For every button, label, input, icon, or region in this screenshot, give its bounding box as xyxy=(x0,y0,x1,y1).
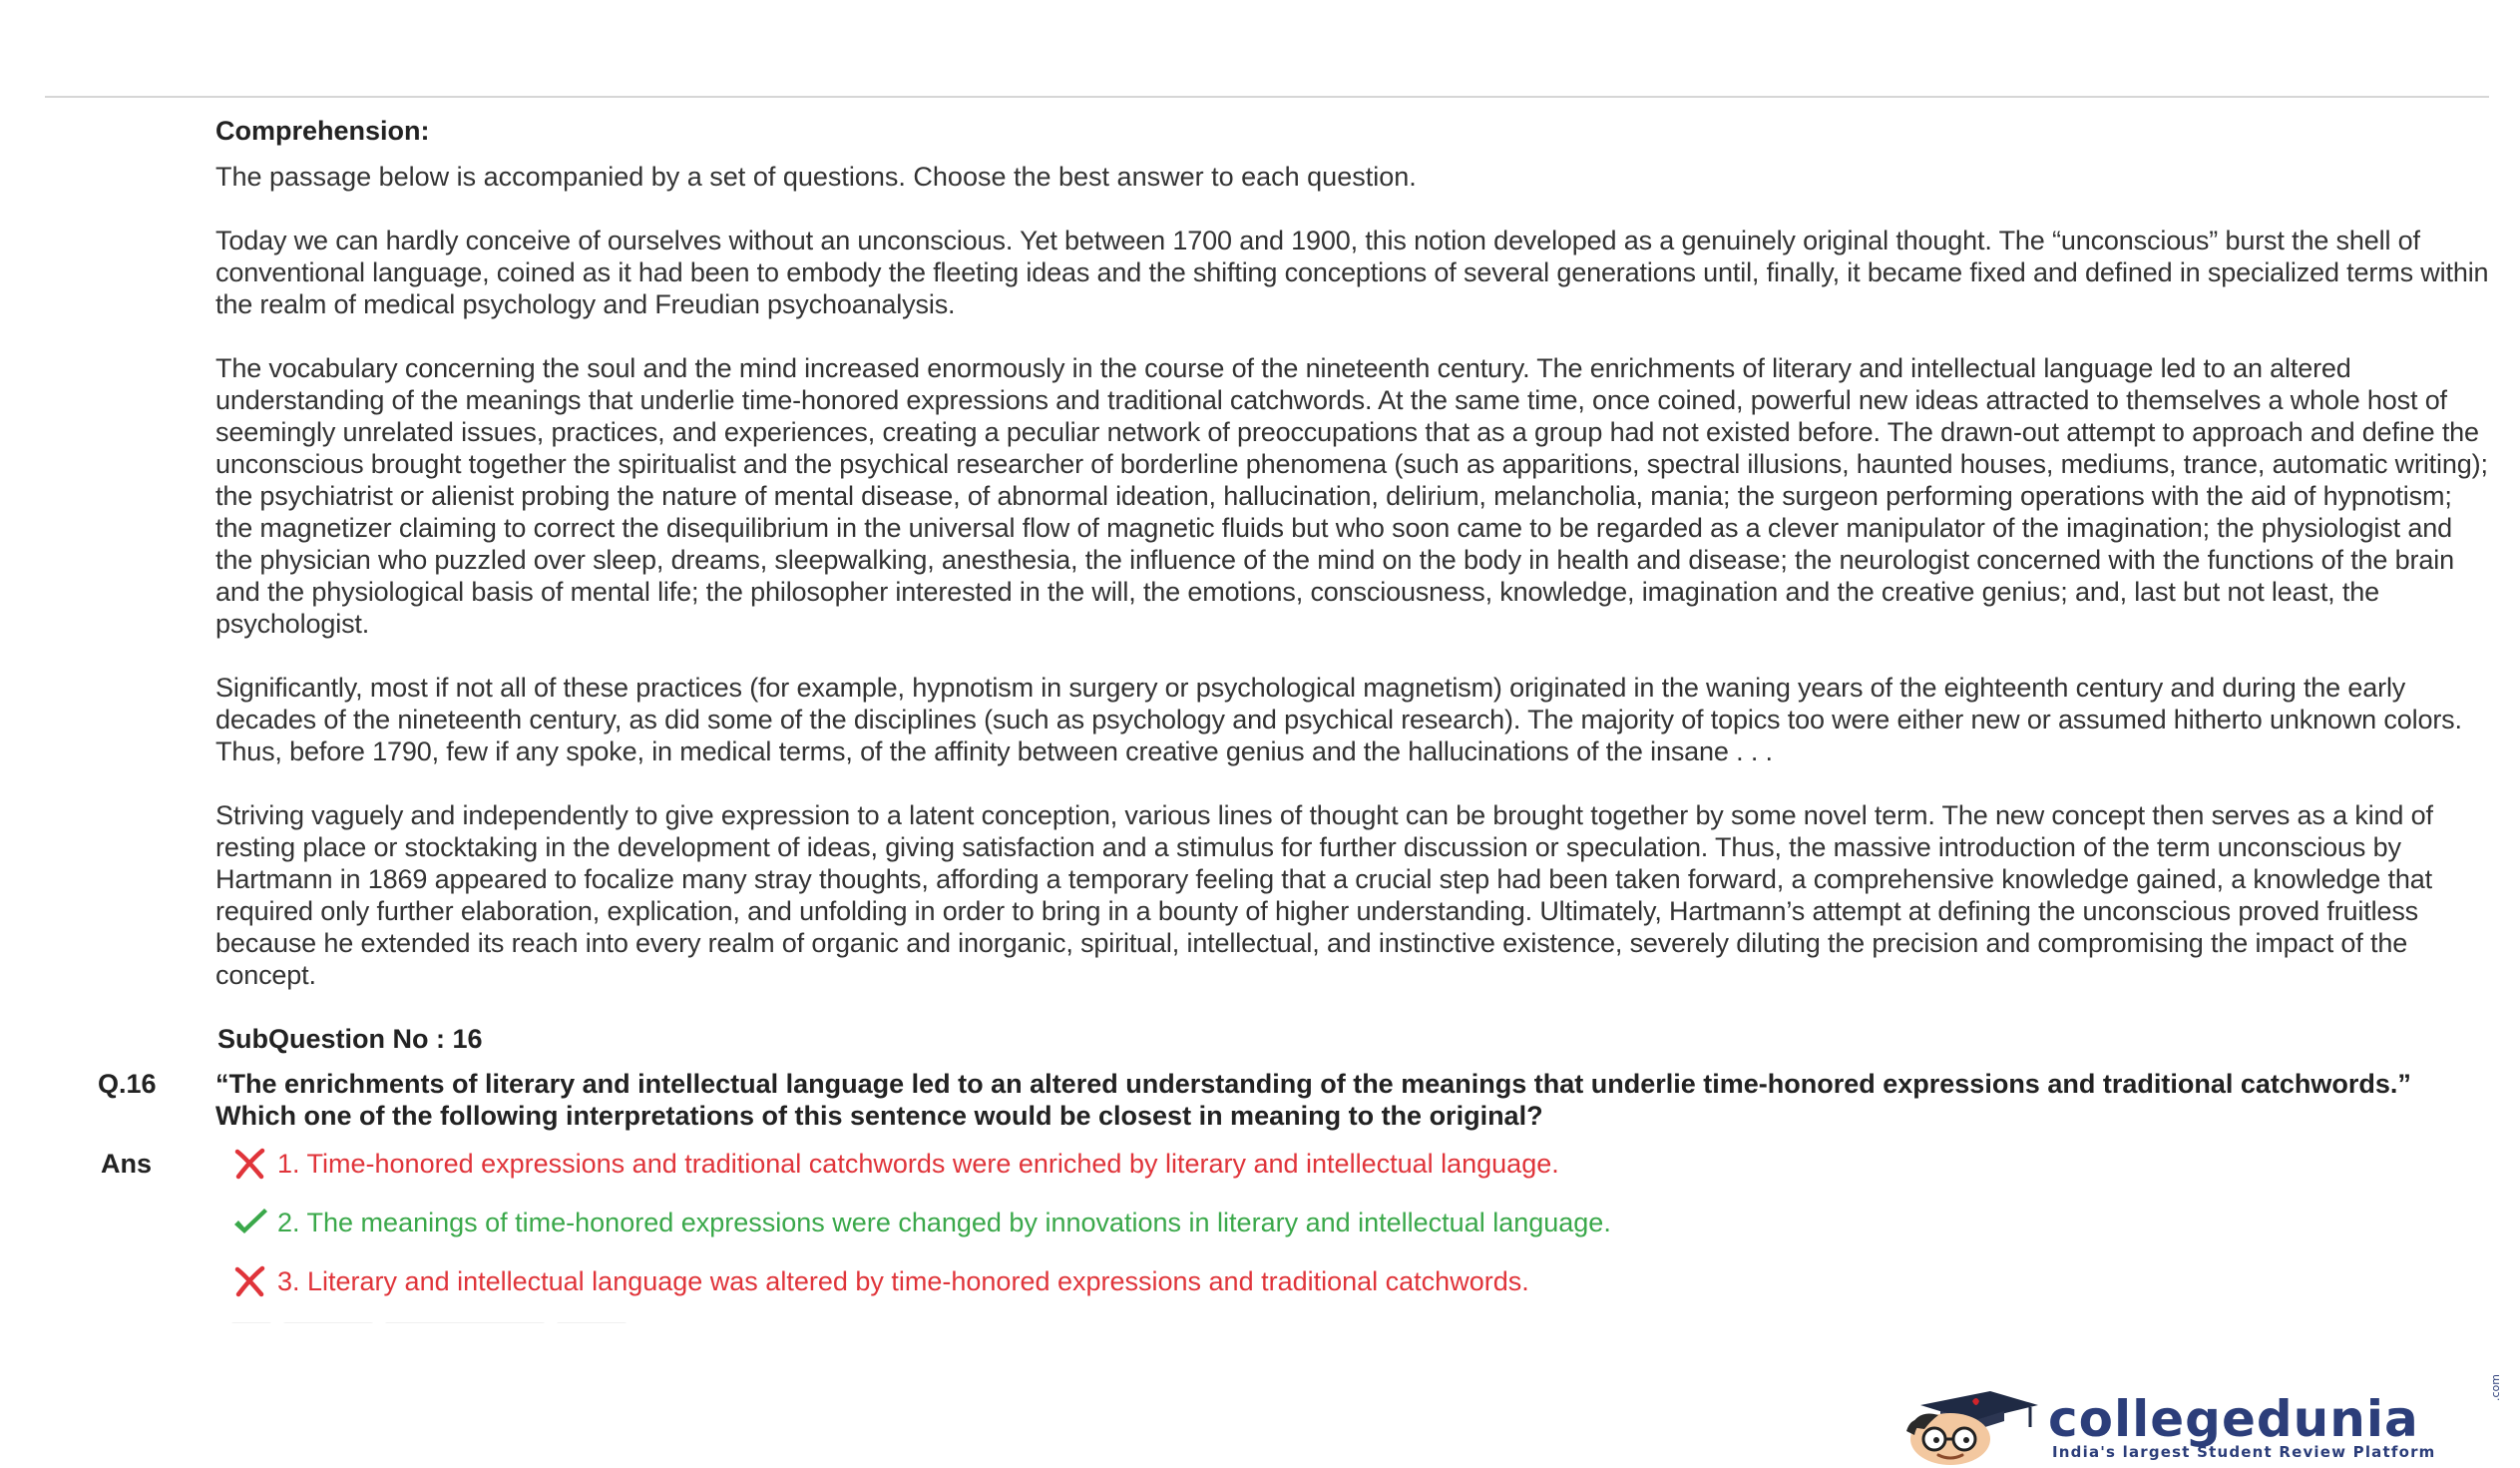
comprehension-heading: Comprehension: xyxy=(215,116,430,146)
passage-paragraph: Today we can hardly conceive of ourselves without an unconscious. Yet between 1700 and 1900, this notion developed as a genuinely original thought. The “unconscious” burst the shell of conventional language, coined as it had been to embody the fleeting ideas and the shifting conceptions of several generations until, finally, it became fixed and defined in specialized terms within the realm of medical psychology and Freudian psychoanalysis. xyxy=(215,226,2489,319)
cross-icon xyxy=(231,1148,269,1180)
question-text: “The enrichments of literary and intellectual language led to an altered understanding of the meanings that underlie time-honored expressions and traditional catchwords.” Which one of the following interpretations of this sentence would be closest in meaning to the original? xyxy=(215,1069,2411,1131)
logo-wordmark: collegedunia xyxy=(2048,1390,2419,1448)
subquestion-label: SubQuestion No : 16 xyxy=(217,1024,483,1054)
passage-paragraph: Striving vaguely and independently to give expression to a latent conception, various lines of thought can be brought together by some novel term. The new concept then serves as a kind of resting place or stocktaking in the development of ideas, giving satisfaction and a stimulus for further discussion or speculation. Thus, the massive introduction of the term unconscious by Hartmann in 1869 appeared to focalize many stray thoughts, affording a temporary feeling that a crucial step had been taken forward, a comprehensive knowledge gained, a knowledge that required only further elaboration, explication, and unfolding in order to bring in a bounty of higher understanding. Ultimately, Hartmann’s attempt at defining the unconscious proved fruitless because he extended its reach into every realm of organic and inorganic, spiritual, intellectual, and instinctive existence, severely diluting the precision and compromising the impact of the concept. xyxy=(215,800,2433,990)
answer-option-1 xyxy=(231,1148,1559,1180)
answer-option-text: 1. Time-honored expressions and traditional catchwords were enriched by literary and intellectual language. xyxy=(277,1149,1559,1179)
cropped-option-row xyxy=(231,1315,650,1323)
answer-option-text: 2. The meanings of time-honored expressions were changed by innovations in literary and intellectual language. xyxy=(277,1208,1611,1237)
passage-paragraph: The vocabulary concerning the soul and the mind increased enormously in the course of the nineteenth century. The enrichments of literary and intellectual language led to an altered understanding of the meanings that underlie time-honored expressions and traditional catchwords. At the same time, once coined, powerful new ideas attracted to themselves a whole host of seemingly unrelated issues, practices, and experiences, creating a peculiar network of preoccupations that as a group had not existed before. The drawn-out attempt to approach and define the unconscious brought together the spiritualist and the psychical researcher of borderline phenomena (such as apparitions, spectral illusions, haunted houses, mediums, trance, automatic writing); the psychiatrist or alienist probing the nature of mental disease, of abnormal ideation, hallucination, delirium, melancholia, mania; the surgeon performing operations with the aid of hypnotism; the magnetizer claiming to correct the disequilibrium in the universal flow of magnetic fluids but who soon came to be regarded as a clever manipulator of the imagination; the physiologist and the physician who puzzled over sleep, dreams, sleepwalking, anesthesia, the influence of the mind on the body in health and disease; the neurologist concerned with the functions of the brain and the physiological basis of mental life; the philosopher interested in the will, the emotions, consciousness, knowledge, imagination and the creative genius; and, last but not least, the psychologist. xyxy=(215,353,2488,639)
cross-icon xyxy=(231,1265,269,1297)
comprehension-section xyxy=(215,115,2492,991)
comprehension-instructions: The passage below is accompanied by a set of questions. Choose the best answer to each question. xyxy=(215,162,1417,192)
mascot-graduate-icon xyxy=(1881,1387,2050,1467)
logo-suffix: .com xyxy=(2489,1374,2502,1401)
logo-tagline: India's largest Student Review Platform xyxy=(2052,1443,2436,1461)
passage-paragraph: Significantly, most if not all of these practices (for example, hypnotism in surgery or psychological magnetism) originated in the waning years of the eighteenth century and during the early decades of the nineteenth century, as did some of the disciplines (such as psychology and psychical research). The majority of topics too were either new or assumed hitherto unknown colors. Thus, before 1790, few if any spoke, in medical terms, of the affinity between creative genius and the hallucinations of the insane . . . xyxy=(215,673,2462,766)
answer-option-2 xyxy=(231,1207,1611,1238)
top-divider xyxy=(45,96,2489,98)
answer-label: Ans xyxy=(101,1149,153,1179)
answer-option-text: 3. Literary and intellectual language was altered by time-honored expressions and traditional catchwords. xyxy=(277,1266,1529,1296)
check-icon xyxy=(231,1207,269,1238)
answer-option-3 xyxy=(231,1265,1529,1297)
collegedunia-logo xyxy=(1881,1374,2519,1467)
question-number: Q.16 xyxy=(98,1069,157,1099)
